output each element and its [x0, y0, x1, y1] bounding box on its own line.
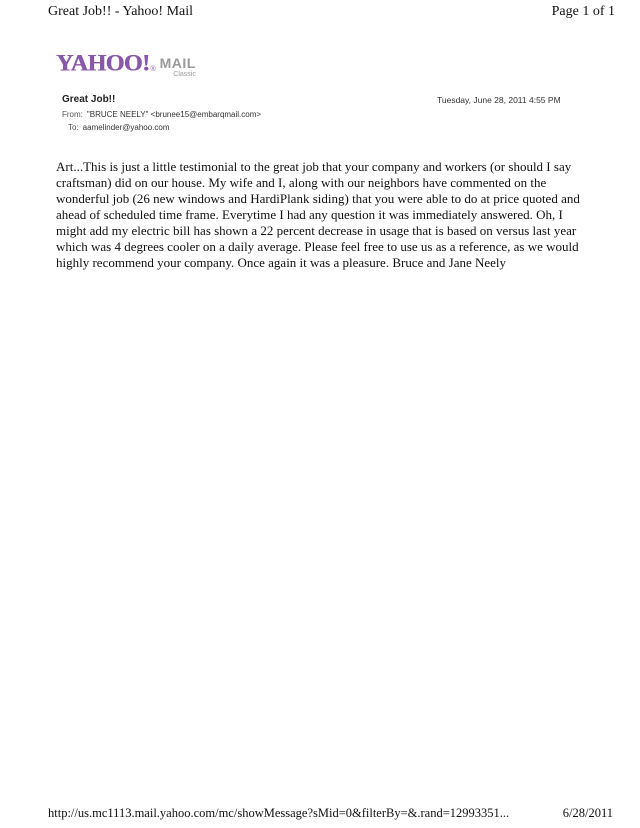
yahoo-mail-logo [56, 50, 196, 82]
from-label: From: [62, 110, 83, 119]
from-row [62, 110, 261, 119]
print-page-number: Page 1 of 1 [551, 4, 615, 19]
to-row [68, 123, 170, 132]
message-body: Art...This is just a little testimonial to the great job that your company and workers (or should I say craftsman) did on our house. My wife and I, along with our neighbors have commented on the wonderful job (26 new windows and HardiPlank siding) that you were able to do at price quoted and ahead of scheduled time frame. Everytime I had any question it was immediately answered. Oh, I might add my electric bill has shown a 22 percent decrease in usage that is based on versus last year which was 4 degrees cooler on a daily average. Please feel free to use us as a reference, as we would highly recommend your company. Once again it was a pleasure. Bruce and Jane Neely [56, 159, 580, 270]
logo-mail-text: MAIL [159, 55, 196, 71]
print-footer-date: 6/28/2011 [562, 806, 613, 820]
from-value: "BRUCE NEELY" <brunee15@embarqmail.com> [86, 110, 262, 119]
logo-registered-mark: ® [150, 66, 156, 73]
print-footer-url: http://us.mc1113.mail.yahoo.com/mc/showMessage?sMid=0&filterBy=&.rand=12993351... [48, 806, 510, 820]
logo-product [160, 50, 196, 79]
print-header-title: Great Job!! - Yahoo! Mail [48, 4, 194, 19]
logo-edition-text: Classic [173, 71, 196, 78]
logo-brand: YAHOO! [56, 51, 150, 77]
to-label: To: [68, 123, 79, 132]
message-subject: Great Job!! [62, 94, 116, 105]
to-value: aamelinder@yahoo.com [82, 123, 170, 132]
message-date: Tuesday, June 28, 2011 4:55 PM [437, 95, 561, 105]
